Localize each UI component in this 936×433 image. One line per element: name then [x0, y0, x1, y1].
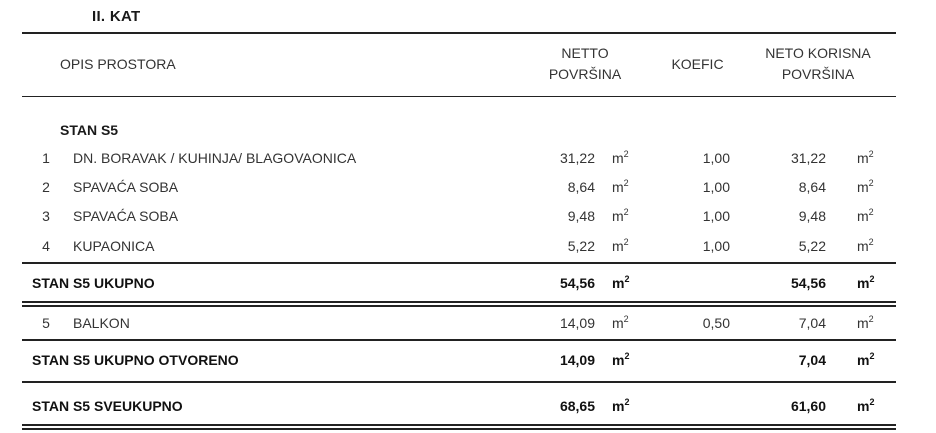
unit-exp: 2: [623, 237, 629, 247]
row-netto: 9,48: [567, 208, 595, 224]
unit-exp: 2: [623, 178, 629, 188]
total-neto-unit: [857, 271, 874, 295]
unit-exp: 2: [869, 351, 875, 361]
row-number: 2: [42, 179, 50, 195]
unit-base: m: [857, 238, 869, 254]
total-open-neto-unit: [857, 348, 874, 372]
table-row: [0, 204, 936, 228]
row-netto-unit: [612, 204, 629, 228]
unit-exp: 2: [869, 274, 875, 284]
total-netto: 54,56: [559, 275, 595, 291]
row-koef: 1,00: [702, 179, 730, 195]
unit-base: m: [857, 315, 869, 331]
table-row: [0, 234, 936, 258]
unit-base: m: [857, 179, 869, 195]
row-neto-unit: [857, 204, 874, 228]
unit-exp: 2: [624, 397, 630, 407]
unit-base: m: [612, 208, 624, 224]
grand-total-netto: 68,65: [559, 398, 595, 414]
row-netto-unit: [612, 175, 629, 199]
row-name: BALKON: [73, 315, 130, 331]
grand-total-row: [0, 394, 936, 418]
grand-top-rule: [22, 381, 896, 383]
header-neto-line1: NETO KORISNA: [765, 45, 871, 61]
row-koef: 1,00: [702, 238, 730, 254]
unit-exp: 2: [623, 149, 629, 159]
total-double-rule-b: [22, 305, 896, 307]
row-number: 5: [42, 315, 50, 331]
total-row: [0, 271, 936, 295]
unit-base: m: [857, 352, 870, 368]
header-neto-korisna: [750, 43, 886, 85]
floor-title: II. KAT: [92, 8, 141, 25]
row-koef: 1,00: [702, 150, 730, 166]
row-name: KUPAONICA: [73, 238, 155, 254]
grand-total-name: STAN S5 SVEUKUPNO: [32, 398, 183, 414]
unit-exp: 2: [868, 237, 874, 247]
row-neto: 7,04: [798, 315, 826, 331]
unit-exp: 2: [868, 314, 874, 324]
header-koefic: [660, 54, 735, 75]
table-row: [0, 146, 936, 170]
unit-base: m: [612, 179, 624, 195]
row-neto: 5,22: [798, 238, 826, 254]
unit-base: m: [857, 398, 870, 414]
unit-exp: 2: [868, 207, 874, 217]
unit-base: m: [612, 275, 625, 291]
grand-total-neto-unit: [857, 394, 874, 418]
row-koef: 0,50: [702, 315, 730, 331]
grand-total-netto-unit: [612, 394, 629, 418]
total-name: STAN S5 UKUPNO: [32, 275, 155, 291]
row-name: DN. BORAVAK / KUHINJA/ BLAGOVAONICA: [73, 150, 357, 166]
unit-exp: 2: [624, 274, 630, 284]
header-opis-label: OPIS PROSTORA: [60, 56, 176, 72]
total-open-neto: 7,04: [798, 352, 826, 368]
header-netto-line2: POVRŠINA: [548, 66, 622, 82]
row-name: SPAVAĆA SOBA: [73, 179, 179, 195]
unit-base: m: [857, 150, 869, 166]
total-open-name: STAN S5 UKUPNO OTVORENO: [32, 352, 239, 368]
grand-double-rule-a: [22, 424, 896, 426]
header-top-rule: [22, 32, 896, 34]
unit-base: m: [857, 208, 869, 224]
row-neto: 9,48: [798, 208, 826, 224]
row-netto-unit: [612, 146, 629, 170]
row-neto-unit: [857, 146, 874, 170]
header-opis: [60, 54, 176, 75]
total-neto: 54,56: [790, 275, 826, 291]
row-number: 3: [42, 208, 50, 224]
row-neto: 8,64: [798, 179, 826, 195]
row-netto-unit: [612, 311, 629, 335]
row-number: 4: [42, 238, 50, 254]
unit-base: m: [612, 352, 625, 368]
grand-double-rule-b: [22, 428, 896, 430]
table-row: [0, 311, 936, 335]
row-netto: 5,22: [567, 238, 595, 254]
header-bottom-rule: [22, 96, 896, 97]
row-netto-unit: [612, 234, 629, 258]
section-title: STAN S5: [60, 122, 119, 138]
unit-exp: 2: [868, 178, 874, 188]
row-name: SPAVAĆA SOBA: [73, 208, 179, 224]
row-neto-unit: [857, 311, 874, 335]
unit-exp: 2: [868, 149, 874, 159]
unit-base: m: [612, 238, 624, 254]
row-neto-unit: [857, 175, 874, 199]
row-netto: 14,09: [559, 315, 595, 331]
row-neto-unit: [857, 234, 874, 258]
row-netto: 8,64: [567, 179, 595, 195]
total-top-rule: [22, 262, 896, 264]
total-open-row: [0, 348, 936, 372]
row-netto: 31,22: [559, 150, 595, 166]
row-neto: 31,22: [790, 150, 826, 166]
total-double-rule-a: [22, 301, 896, 303]
unit-base: m: [857, 275, 870, 291]
grand-total-neto: 61,60: [790, 398, 826, 414]
unit-exp: 2: [869, 397, 875, 407]
open-top-rule: [22, 339, 896, 341]
total-netto-unit: [612, 271, 629, 295]
row-koef: 1,00: [702, 208, 730, 224]
unit-exp: 2: [624, 351, 630, 361]
header-neto-line2: POVRŠINA: [781, 66, 855, 82]
unit-base: m: [612, 315, 624, 331]
table-row: [0, 175, 936, 199]
header-netto: [530, 43, 640, 85]
header-netto-line1: NETTO: [561, 45, 609, 61]
total-open-netto: 14,09: [559, 352, 595, 368]
total-open-netto-unit: [612, 348, 629, 372]
row-number: 1: [42, 150, 50, 166]
unit-base: m: [612, 398, 625, 414]
header-koefic-label: KOEFIC: [671, 56, 724, 72]
unit-exp: 2: [623, 314, 629, 324]
unit-base: m: [612, 150, 624, 166]
unit-exp: 2: [623, 207, 629, 217]
